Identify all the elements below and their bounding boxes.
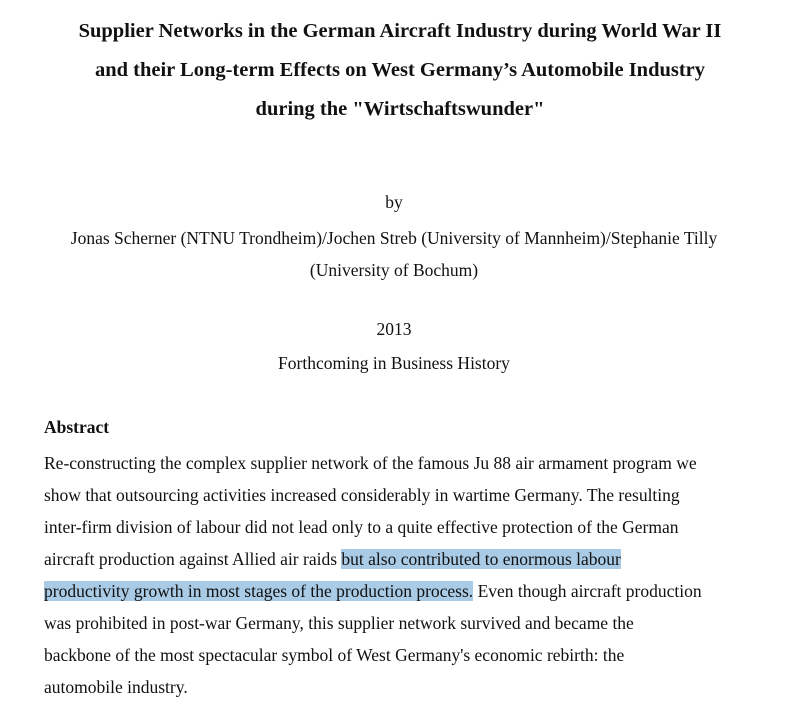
abstract-line: automobile industry.	[44, 677, 188, 697]
abstract-text-plain: Even though aircraft production	[473, 581, 702, 601]
publication-year: 2013	[376, 319, 412, 339]
author-line: Jonas Scherner (NTNU Trondheim)/Jochen Streb (University of Mannheim)/Stephanie Tilly	[70, 228, 718, 248]
title-line: during the "Wirtschaftswunder"	[255, 98, 545, 120]
abstract-text-plain: aircraft production against Allied air raids	[44, 549, 342, 569]
selected-text-highlight[interactable]: but also contributed to enormous labour	[341, 549, 621, 569]
selected-text-highlight[interactable]: the production process.	[310, 581, 474, 601]
abstract-line	[44, 543, 764, 575]
abstract-text[interactable]	[44, 447, 764, 703]
selected-text-highlight[interactable]: productivity growth in most stages of	[44, 581, 311, 601]
title-line: and their Long-term Effects on West Germany’s Automobile Industry	[94, 59, 706, 81]
publication-venue: Forthcoming in Business History	[278, 353, 510, 373]
abstract-line: Re-constructing the complex supplier network of the famous Ju 88 air armament program we	[44, 453, 697, 473]
abstract-line: was prohibited in post-war Germany, this supplier network survived and became the	[44, 613, 634, 633]
abstract-line: show that outsourcing activities increased considerably in wartime Germany. The resulting	[44, 485, 680, 505]
title-line: Supplier Networks in the German Aircraft Industry during World War II	[78, 20, 722, 42]
abstract-line	[44, 575, 764, 607]
abstract-line: backbone of the most spectacular symbol of West Germany's economic rebirth: the	[44, 645, 625, 665]
by-line: by	[385, 192, 403, 212]
abstract-line: inter-firm division of labour did not lead only to a quite effective protection of the German	[44, 517, 679, 537]
abstract-heading: Abstract	[44, 417, 110, 437]
paper-title	[20, 12, 780, 129]
author-line: (University of Bochum)	[309, 260, 479, 280]
author-list	[20, 222, 768, 286]
